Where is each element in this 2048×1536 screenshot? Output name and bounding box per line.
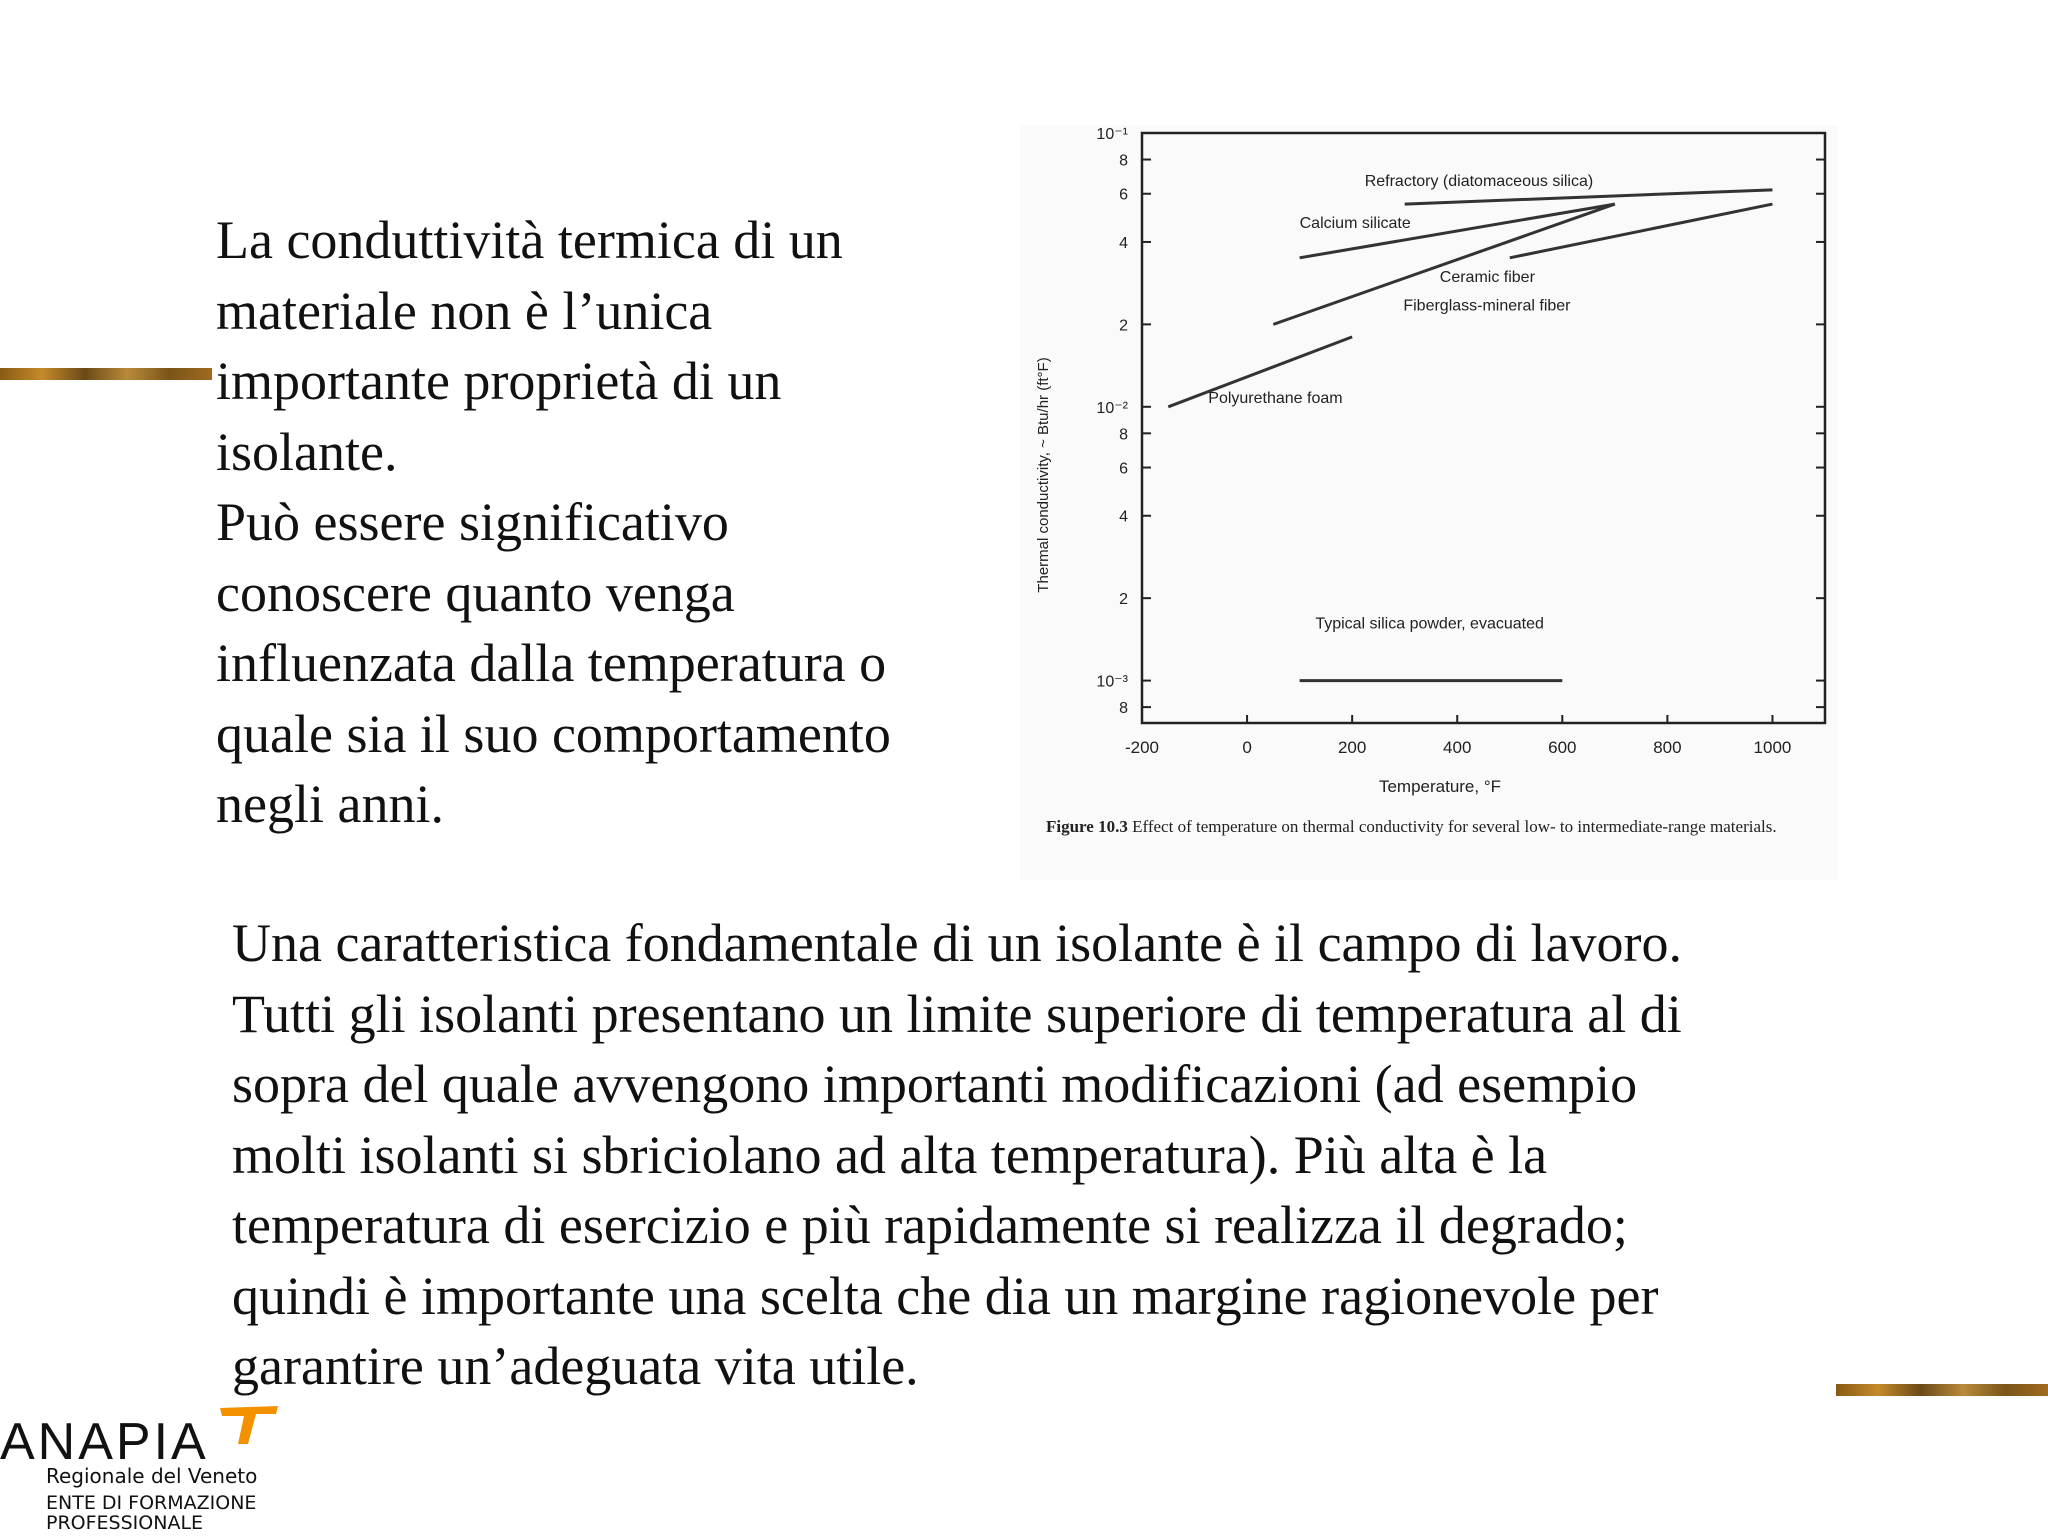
y-axis-title: Thermal conductivity, ~ Btu/hr (ft°F) [1035, 357, 1052, 593]
logo-accent-icon [212, 1400, 282, 1460]
y-tick-label: 10⁻³ [1096, 673, 1128, 691]
y-tick-label: 8 [1119, 152, 1128, 170]
conductivity-figure [1020, 125, 1838, 880]
y-tick-label: 6 [1119, 460, 1128, 478]
caption-label: Figure 10.3 [1046, 817, 1128, 836]
x-tick-label: -200 [1124, 738, 1160, 757]
y-tick-label: 10⁻¹ [1096, 126, 1128, 143]
x-tick-label: 400 [1443, 738, 1472, 757]
series-label: Polyurethane foam [1208, 389, 1343, 407]
series-label: Refractory (diatomaceous silica) [1364, 173, 1594, 191]
x-tick-label: 0 [1242, 738, 1252, 757]
conductivity-chart [1020, 125, 1838, 805]
x-tick-label: 1000 [1753, 738, 1792, 757]
intro-paragraph: La conduttività termica di un materiale non è l’unica importante proprietà di un isolante. Può essere significativo conoscere quanto venga influenzata dalla temperatura o quale sia il suo comportamento negli anni. [216, 210, 891, 834]
series-line [1405, 190, 1773, 204]
working-range-paragraph: Una caratteristica fondamentale di un isolante è il campo di lavoro. Tutti gli isolanti presentano un limite superiore di temperatura al di sopra del quale avvengono importanti modificazioni (ad esempio molti isolanti si sbriciolano ad alta temperatura). Più alta è la temperatura di esercizio e più rapidamente si realizza il degrado; quindi è importante una scelta che dia un margine ragionevole per garantire un’adeguata vita utile. [232, 913, 1682, 1396]
y-tick-label: 6 [1119, 186, 1128, 204]
decorative-bar-left [0, 368, 212, 380]
series-label: Calcium silicate [1299, 214, 1411, 232]
y-tick-label: 8 [1119, 426, 1128, 444]
y-tick-label: 4 [1119, 234, 1128, 252]
logo-region: Regionale del Veneto [46, 1464, 258, 1488]
caption-text: Effect of temperature on thermal conductivity for several low- to intermediate-range materials. [1132, 817, 1777, 836]
y-tick-label: 4 [1119, 508, 1128, 526]
x-axis-title: Temperature, °F [1378, 777, 1502, 796]
x-tick-label: 600 [1548, 738, 1577, 757]
series-line [1510, 204, 1773, 258]
plot-area-frame [1142, 133, 1825, 723]
y-tick-label: 2 [1119, 591, 1128, 609]
logo-entity: ENTE DI FORMAZIONE PROFESSIONALE [46, 1492, 257, 1534]
x-tick-label: 200 [1337, 738, 1367, 757]
figure-caption [1046, 815, 1836, 839]
x-tick-label: 800 [1653, 738, 1682, 757]
anapia-logo [0, 1400, 300, 1536]
series-label: Ceramic fiber [1439, 268, 1535, 286]
series-label: Fiberglass-mineral fiber [1403, 297, 1571, 315]
y-tick-label: 8 [1119, 700, 1128, 718]
y-tick-label: 10⁻² [1096, 399, 1128, 417]
series-label: Typical silica powder, evacuated [1315, 615, 1544, 633]
y-tick-label: 2 [1119, 317, 1128, 335]
logo-name: ANAPIA [0, 1413, 209, 1471]
